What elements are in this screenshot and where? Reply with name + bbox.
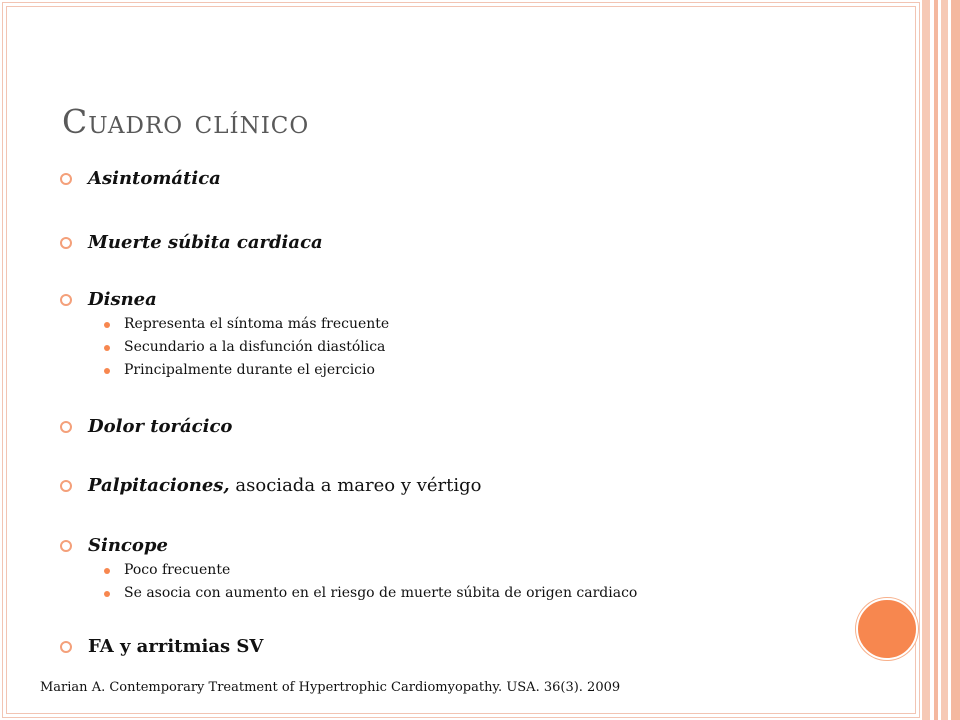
ring-bullet-icon (60, 421, 72, 433)
sub-item: Principalmente durante el ejercicio (104, 362, 389, 385)
bullet-item (60, 416, 232, 437)
sub-list (104, 316, 389, 385)
decorative-stripe (941, 0, 948, 720)
bullet-item (60, 535, 637, 608)
slide-title: Cuadro clínico (62, 102, 310, 141)
bullet-item (60, 232, 323, 253)
ring-bullet-icon (60, 173, 72, 185)
ring-bullet-icon (60, 294, 72, 306)
bullet-label: FA y arritmias SV (88, 636, 264, 657)
ring-bullet-icon (60, 641, 72, 653)
bullet-label: Dolor torácico (88, 416, 233, 437)
sub-list (104, 562, 637, 608)
citation: Marian A. Contemporary Treatment of Hypertrophic Cardiomyopathy. USA. 36(3). 2009 (40, 680, 621, 695)
bullet-item (60, 636, 263, 657)
sub-item: Se asocia con aumento en el riesgo de muerte súbita de origen cardiaco (104, 585, 637, 608)
bullet-label: Sincope (88, 535, 168, 556)
ring-bullet-icon (60, 540, 72, 552)
bullet-item (60, 289, 389, 385)
dot-bullet-icon (104, 322, 110, 328)
sub-item: Poco frecuente (104, 562, 637, 585)
bullet-label: Asintomática (88, 168, 221, 189)
dot-bullet-icon (104, 591, 110, 597)
bullet-label: Palpitaciones, asociada a mareo y vértigo (88, 475, 482, 496)
dot-bullet-icon (104, 568, 110, 574)
decorative-circle (856, 598, 918, 660)
dot-bullet-icon (104, 345, 110, 351)
sub-item: Secundario a la disfunción diastólica (104, 339, 389, 362)
bullet-item (60, 475, 482, 496)
bullet-item (60, 168, 221, 189)
decorative-stripe (922, 0, 930, 720)
decorative-stripe (951, 0, 960, 720)
dot-bullet-icon (104, 368, 110, 374)
ring-bullet-icon (60, 237, 72, 249)
bullet-label: Muerte súbita cardiaca (88, 232, 323, 253)
bullet-label: Disnea (88, 289, 157, 310)
sub-item: Representa el síntoma más frecuente (104, 316, 389, 339)
ring-bullet-icon (60, 480, 72, 492)
